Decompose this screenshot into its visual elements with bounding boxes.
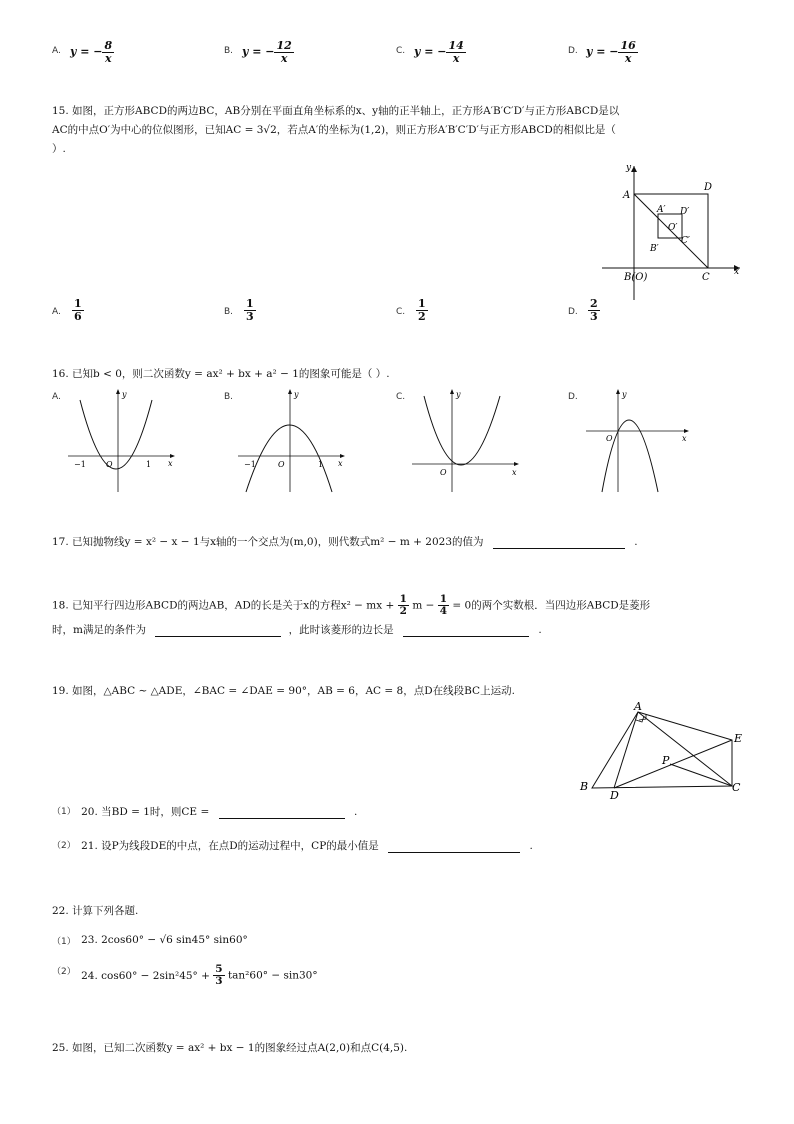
fig15-label-b-prime: B′ bbox=[650, 244, 659, 254]
q19-sub1: （1） 20. 当BD = 1时，则CE = . bbox=[52, 806, 358, 818]
q19-text: 19. 如图，△ABC ∼ △ADE，∠BAC = ∠DAE = 90°，AB = 6，AC = 8，点D在线段BC上运动. bbox=[52, 685, 515, 697]
q22-text: 22. 计算下列各题. bbox=[52, 905, 139, 917]
q16-graph-c bbox=[410, 388, 522, 494]
q15-option-a-letter: A. bbox=[52, 307, 61, 317]
q16-graph-d bbox=[584, 388, 696, 494]
graph-d-y-label: y bbox=[622, 390, 627, 399]
q14-option-b: y = − $\frac{12}{x}$ bbox=[242, 39, 292, 65]
graph-b-y-label: y bbox=[294, 390, 299, 399]
q15-line2: AC的中点O′为中心的位似图形，已知AC = 3√2，若点A′的坐标为(1,2)，则正方形A′B′C′D′与正方形ABCD的相似比是（ bbox=[52, 124, 616, 136]
fig15-label-o-prime: O′ bbox=[668, 223, 678, 233]
q14-option-c-letter: C. bbox=[396, 46, 406, 56]
fig19-label-p: P bbox=[662, 754, 670, 767]
q18-answer-blank-2[interactable] bbox=[403, 626, 529, 637]
graph-a-x-label: x bbox=[168, 459, 173, 468]
fig15-label-c: C bbox=[702, 272, 710, 283]
q16-option-c-letter: C. bbox=[396, 392, 406, 402]
q19-sub1-answer-blank[interactable] bbox=[219, 808, 345, 819]
q18-line2: 时，m满足的条件为 ，此时该菱形的边长是 . bbox=[52, 624, 542, 636]
q14-option-b-letter: B. bbox=[224, 46, 234, 56]
fig19-label-e: E bbox=[734, 732, 743, 745]
graph-d-origin-label: O bbox=[606, 434, 613, 443]
fig19-label-c: C bbox=[732, 781, 741, 794]
q14-option-c: y = − $\frac{14}{x}$ bbox=[414, 39, 464, 65]
graph-b-x-label: x bbox=[338, 459, 343, 468]
q18-line1: 18. 已知平行四边形ABCD的两边AB，AD的长是关于x的方程x² − mx + $\frac{1}{2}$ m − $\frac{1}{4}$ = 0的两个实数根．当四边形ABCD是菱形 bbox=[52, 593, 651, 618]
fig19-label-b: B bbox=[580, 780, 589, 793]
q15-option-c-letter: C. bbox=[396, 307, 406, 317]
graph-d-x-label: x bbox=[682, 434, 687, 443]
fig15-label-a: A bbox=[623, 190, 631, 201]
fig15-label-d-prime: D′ bbox=[680, 207, 690, 217]
graph-b-origin-label: O bbox=[278, 460, 285, 469]
fig15-label-bo: B(O) bbox=[624, 272, 648, 283]
q15-line3: ）. bbox=[52, 143, 66, 155]
q15-option-d: $\frac{2}{3}$ bbox=[590, 297, 598, 323]
q15-figure bbox=[596, 160, 746, 302]
q15-option-b-letter: B. bbox=[224, 307, 234, 317]
q19-sub2: （2） 21. 设P为线段DE的中点，在点D的运动过程中，CP的最小值是 . bbox=[52, 840, 533, 852]
q17-answer-blank[interactable] bbox=[493, 538, 625, 549]
q14-option-a: y = − $\frac{8}{x}$ bbox=[70, 39, 113, 65]
fig15-y-label: y bbox=[626, 163, 632, 173]
q22-sub1: （1） 23. 2cos60° − √6 sin45° sin60° bbox=[52, 934, 248, 947]
fig15-label-c-prime: C′ bbox=[681, 236, 690, 246]
q16-option-d-letter: D. bbox=[568, 392, 578, 402]
fig19-label-a: A bbox=[634, 700, 642, 713]
q16-graph-a bbox=[66, 388, 178, 494]
q15-line1: 15. 如图，正方形ABCD的两边BC，AB分别在平面直角坐标系的x、y轴的正半轴上，正方形A′B′C′D′与正方形ABCD是以 bbox=[52, 105, 620, 117]
fig15-label-a-prime: A′ bbox=[657, 205, 666, 215]
q22-sub2: （2） 24. cos60° − 2sin²45° + $\frac{5}{3}$ tan²60° − sin30° bbox=[52, 963, 318, 988]
q16-graph-b bbox=[236, 388, 348, 494]
q16-option-b-letter: B. bbox=[224, 392, 234, 402]
graph-a-origin-label: O bbox=[106, 460, 113, 469]
q25-text: 25. 如图，已知二次函数y = ax² + bx − 1的图象经过点A(2,0)和点C(4,5). bbox=[52, 1042, 408, 1054]
graph-b-minus1-label: −1 bbox=[244, 460, 256, 469]
q16-option-a-letter: A. bbox=[52, 392, 61, 402]
q14-option-a-letter: A. bbox=[52, 46, 61, 56]
q18-answer-blank-1[interactable] bbox=[155, 626, 281, 637]
graph-b-1-label: 1 bbox=[318, 460, 324, 469]
graph-c-origin-label: O bbox=[440, 468, 447, 477]
q15-option-b: $\frac{1}{3}$ bbox=[246, 297, 254, 323]
graph-c-x-label: x bbox=[512, 468, 517, 477]
q15-option-d-letter: D. bbox=[568, 307, 578, 317]
graph-a-minus1-label: −1 bbox=[74, 460, 86, 469]
fig19-label-d: D bbox=[610, 789, 619, 802]
q15-option-c: $\frac{1}{2}$ bbox=[418, 297, 426, 323]
graph-a-y-label: y bbox=[122, 390, 127, 399]
q17-end: . bbox=[634, 536, 638, 548]
q17-text: 17. 已知抛物线y = x² − x − 1与x轴的一个交点为(m,0)，则代数式m² − m + 2023的值为 bbox=[52, 536, 484, 548]
graph-c-y-label: y bbox=[456, 390, 461, 399]
q15-option-a: $\frac{1}{6}$ bbox=[74, 297, 82, 323]
graph-a-1-label: 1 bbox=[146, 460, 152, 469]
q14-option-d: y = − $\frac{16}{x}$ bbox=[586, 39, 636, 65]
fig15-x-label: x bbox=[734, 267, 740, 277]
q19-figure bbox=[576, 700, 752, 802]
q14-option-d-letter: D. bbox=[568, 46, 578, 56]
q16-text: 16. 已知b < 0，则二次函数y = ax² + bx + a² − 1的图象可能是（ ）. bbox=[52, 368, 390, 380]
q17-line bbox=[52, 534, 638, 549]
q19-sub2-answer-blank[interactable] bbox=[388, 842, 520, 853]
fig15-label-d: D bbox=[704, 182, 713, 193]
